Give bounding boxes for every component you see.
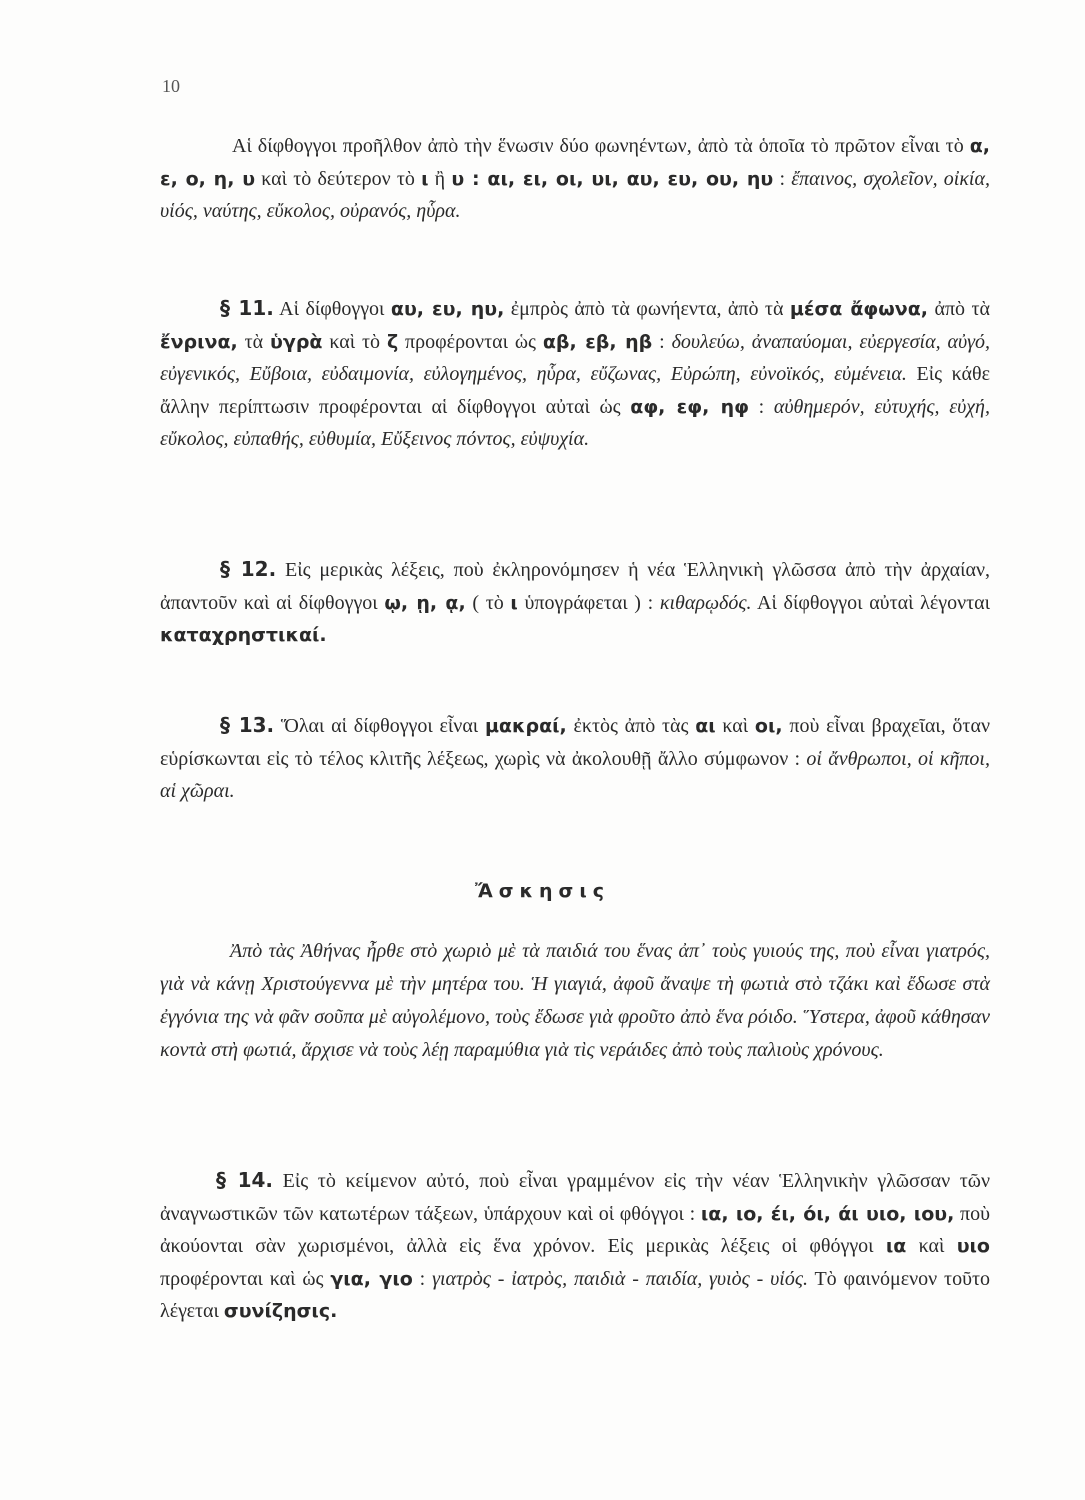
bold-run: ι [421, 167, 429, 190]
paragraph-section-14 [160, 1164, 990, 1328]
text-run: καὶ [715, 715, 755, 737]
text-run: : [748, 395, 774, 418]
text-run: καὶ τὸ [322, 330, 387, 353]
example-words: αὐθημερόν, εὐτυχής, εὐχή, εὔκολος, εὐπαθής, εὐθυμία, Εὔξεινος πόντος, εὐψυχία. [160, 395, 990, 450]
bold-run: για, γιο [330, 1267, 413, 1290]
bold-run: καταχρηστικαί. [160, 624, 327, 646]
bold-run: ια [885, 1235, 907, 1257]
text-run: ( τὸ [465, 591, 511, 614]
paragraph-section-13 [160, 709, 990, 808]
section-number: § 11. [220, 296, 274, 320]
text-run: : [773, 167, 792, 190]
section-number: § 14. [216, 1168, 274, 1192]
text-run: ποὺ ἀκούονται σὰν χωρισμένοι, ἀλλὰ εἰς ἕνα χρόνον. Εἰς μερικὰς λέξεις οἱ φθόγγοι [160, 1202, 990, 1257]
text-run: Αἱ δίφθογγοι [273, 298, 391, 320]
page-number: 10 [162, 76, 180, 96]
exercise-text [160, 935, 990, 1067]
bold-run: αι [695, 715, 716, 737]
bold-run: ια, ιο, έι, όι, άι υιο, ιου, [700, 1202, 955, 1225]
bold-run: ἔνρινα, [160, 330, 238, 353]
example-words: ἔπαινος, σχολεῖον, οἰκία, υἱός, ναύτης, εὔκολος, οὐρανός, ηὗρα. [160, 167, 990, 222]
exercise-heading: Ἄσκησις [474, 880, 611, 902]
bold-run: συνίζησις. [223, 1300, 338, 1322]
text-run: : [412, 1267, 433, 1290]
bold-run: α, ε, ο, η, υ [160, 135, 990, 190]
text-run: καὶ τὸ δεύτερον τὸ [255, 167, 422, 190]
text-run: Εἰς κάθε ἄλλην περίπτωσιν προφέρονται αἱ δίφθογγοι αὐταὶ ὡς [160, 363, 990, 418]
example-words: δουλεύω, ἀναπαύομαι, εὐεργεσία, αὐγό, εὐγενικός, Εὔβοια, εὐδαιμονία, εὐλογημένος, ηὗρα, εὔζωνας, Εὐρώπη, εὐνοϊκός, εὐμένεια. [160, 330, 991, 385]
bold-run: αυ, ευ, ηυ, [390, 298, 505, 320]
bold-run: ὑγρὰ [270, 330, 323, 353]
bold-run: υ : αι, ει, οι, υι, αυ, ευ, ου, ηυ [451, 167, 774, 190]
bold-run: ῳ, ῃ, ᾳ, [384, 591, 466, 614]
paragraph-section-12 [160, 553, 990, 652]
text-run: Αἱ δίφθογγοι αὐταὶ λέγονται [751, 591, 991, 614]
text-run: Αἱ δίφθογγοι προῆλθον ἀπὸ τὴν ἕνωσιν δύο φωνηέντων, ἀπὸ τὰ ὁποῖα τὸ πρῶτον εἶναι τὸ [232, 135, 970, 157]
text-run: ἐκτὸς ἀπὸ τὰς [566, 715, 696, 737]
bold-run: μέσα ἄφωνα, [789, 298, 929, 320]
text-run: ἐμπρὸς ἀπὸ τὰ φωνήεντα, ἀπὸ τὰ [504, 298, 790, 320]
text-run: τὰ [237, 330, 271, 353]
text-run: Εἰς τὸ κείμενον αὐτό, ποὺ εἶναι γραμμένον εἰς τὴν νέαν Ἑλληνικὴν γλῶσσαν τῶν ἀναγνωστικῶν τῶν κατωτέρων τάξεων, ὑπάρχουν καὶ οἱ φθόγγοι : [160, 1170, 990, 1225]
text-run: καὶ [906, 1235, 957, 1257]
text-run: : [652, 330, 672, 353]
paragraph-section-11 [160, 292, 990, 456]
bold-run: μακραί, [484, 715, 567, 737]
text-run: Τὸ φαινόμενον τοῦτο λέγεται [160, 1267, 991, 1322]
bold-run: ζ [386, 330, 399, 353]
bold-run: οι, [754, 715, 783, 737]
text-run: ὑπογράφεται ) : [517, 591, 660, 614]
exercise-passage: Ἀπὸ τὰς Ἀθήνας ἦρθε στὸ χωριὸ μὲ τὰ παιδιά του ἕνας ἀπ᾿ τοὺς γυιούς της, ποὺ εἶναι γιατρός, γιὰ νὰ κάνῃ Χριστούγεννα μὲ τὴν μητέρα του. Ἡ γιαγιά, ἀφοῦ ἄναψε τὴ φωτιὰ στὸ τζάκι καὶ ἔδωσε στὰ ἐγγόνια της νὰ φᾶν σοῦπα μὲ αὐγολέμονο, τοὺς ἔδωσε γιὰ φροῦτο ἀπὸ ἕνα ρόιδο. Ὕστερα, ἀφοῦ κάθησαν κοντὰ στὴ φωτιά, ἄρχισε νὰ τοὺς λέῃ παραμύθια γιὰ τὶς νεράιδες ἀπὸ τοὺς παλιοὺς χρόνους. [160, 940, 990, 1061]
text-run: ποὺ εἶναι βραχεῖαι, ὅταν εὑρίσκωνται εἰς τὸ τέλος κλιτῆς λέξεως, χωρὶς νὰ ἀκολουθῇ ἄλλο σύμφωνον : [160, 715, 990, 770]
text-run: Ὅλαι αἱ δίφθογγοι εἶναι [274, 715, 485, 737]
text-run: προφέρονται ὡς [398, 330, 543, 353]
bold-run: ι [510, 591, 518, 614]
section-number: § 13. [220, 713, 275, 737]
section-number: § 12. [220, 557, 277, 581]
paragraph-diphthongs-intro [160, 130, 990, 228]
text-run: Εἰς μερικὰς λέξεις, ποὺ ἐκληρονόμησεν ἡ νέα Ἑλληνικὴ γλῶσσα ἀπὸ τὴν ἀρχαίαν, ἀπαντοῦν καὶ αἱ δίφθογγοι [160, 559, 990, 614]
bold-run: υιο [956, 1235, 990, 1257]
text-run: ἢ [428, 167, 452, 190]
example-words: οἱ ἄνθρωποι, οἱ κῆποι, αἱ χῶραι. [160, 747, 990, 802]
bold-run: αφ, εφ, ηφ [630, 395, 749, 418]
example-words: κιθαρῳδός. [659, 591, 752, 614]
text-run: προφέρονται καὶ ὡς [160, 1267, 331, 1290]
bold-run: αβ, εβ, ηβ [542, 330, 653, 353]
example-words: γιατρὸς - ἰατρὸς, παιδιὰ - παιδία, γυιὸς - υἱός. [432, 1267, 808, 1290]
text-run: ἀπὸ τὰ [928, 298, 990, 320]
